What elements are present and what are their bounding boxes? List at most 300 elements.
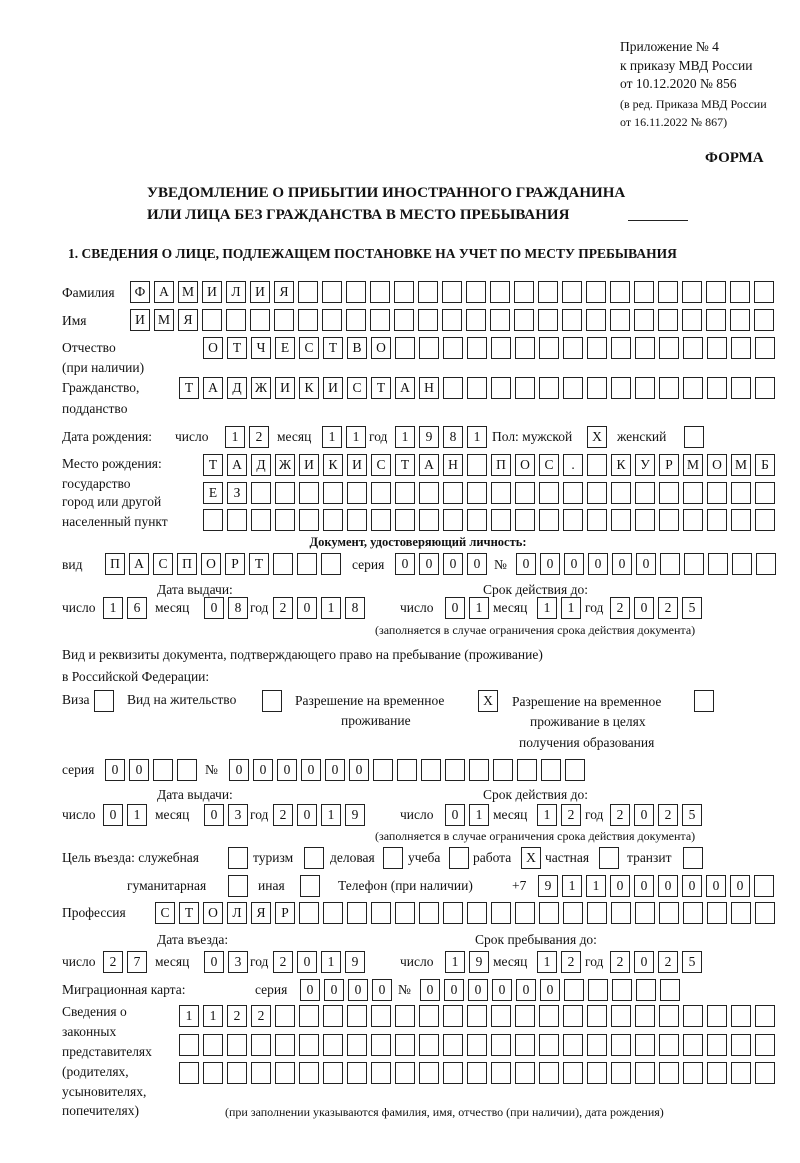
char-box[interactable]: 0 <box>204 804 224 826</box>
char-box[interactable]: Е <box>203 482 223 504</box>
char-box[interactable]: 1 <box>469 597 489 619</box>
char-box[interactable] <box>443 509 463 531</box>
char-box[interactable]: 0 <box>612 553 632 575</box>
char-box[interactable] <box>262 690 282 712</box>
char-box[interactable]: Р <box>659 454 679 476</box>
purpose-other-checkbox[interactable] <box>300 875 320 897</box>
char-box[interactable] <box>563 1062 583 1084</box>
char-box[interactable] <box>636 979 656 1001</box>
char-box[interactable]: К <box>323 454 343 476</box>
char-box[interactable]: 0 <box>324 979 344 1001</box>
char-box[interactable] <box>539 337 559 359</box>
char-box[interactable] <box>562 309 582 331</box>
char-box[interactable] <box>298 309 318 331</box>
char-box[interactable] <box>153 759 173 781</box>
char-box[interactable] <box>202 309 222 331</box>
char-box[interactable]: М <box>683 454 703 476</box>
char-box[interactable] <box>635 1034 655 1056</box>
char-box[interactable] <box>755 1005 775 1027</box>
stay-issue-month-field[interactable] <box>204 804 248 826</box>
char-box[interactable]: 0 <box>468 979 488 1001</box>
char-box[interactable]: 0 <box>372 979 392 1001</box>
char-box[interactable] <box>515 1034 535 1056</box>
char-box[interactable] <box>515 902 535 924</box>
char-box[interactable] <box>418 309 438 331</box>
char-box[interactable]: И <box>299 454 319 476</box>
purpose-official-checkbox[interactable] <box>228 847 248 869</box>
id-series-field[interactable] <box>395 553 487 575</box>
char-box[interactable]: 0 <box>634 597 654 619</box>
char-box[interactable] <box>323 1034 343 1056</box>
entry-year-field[interactable] <box>273 951 365 973</box>
char-box[interactable] <box>421 759 441 781</box>
char-box[interactable]: 0 <box>204 597 224 619</box>
char-box[interactable] <box>683 337 703 359</box>
name-field[interactable] <box>130 309 774 331</box>
char-box[interactable] <box>419 1034 439 1056</box>
char-box[interactable]: О <box>371 337 391 359</box>
char-box[interactable] <box>635 902 655 924</box>
char-box[interactable] <box>659 1034 679 1056</box>
char-box[interactable]: 1 <box>103 597 123 619</box>
char-box[interactable]: 2 <box>227 1005 247 1027</box>
char-box[interactable]: А <box>154 281 174 303</box>
char-box[interactable]: 0 <box>706 875 726 897</box>
char-box[interactable] <box>347 509 367 531</box>
char-box[interactable] <box>755 1062 775 1084</box>
char-box[interactable] <box>659 509 679 531</box>
char-box[interactable]: 2 <box>561 951 581 973</box>
char-box[interactable] <box>491 902 511 924</box>
char-box[interactable]: 0 <box>229 759 249 781</box>
char-box[interactable]: 1 <box>127 804 147 826</box>
char-box[interactable]: М <box>731 454 751 476</box>
char-box[interactable] <box>539 1005 559 1027</box>
char-box[interactable]: 2 <box>658 597 678 619</box>
char-box[interactable]: 1 <box>445 951 465 973</box>
char-box[interactable] <box>610 281 630 303</box>
char-box[interactable] <box>300 875 320 897</box>
char-box[interactable] <box>564 979 584 1001</box>
char-box[interactable] <box>490 309 510 331</box>
char-box[interactable]: В <box>347 337 367 359</box>
id-number-field[interactable] <box>516 553 776 575</box>
char-box[interactable]: П <box>105 553 125 575</box>
char-box[interactable] <box>322 281 342 303</box>
phone-field[interactable] <box>538 875 774 897</box>
char-box[interactable] <box>299 1005 319 1027</box>
char-box[interactable] <box>541 759 561 781</box>
char-box[interactable] <box>684 426 704 448</box>
char-box[interactable]: 8 <box>228 597 248 619</box>
char-box[interactable] <box>707 1005 727 1027</box>
char-box[interactable] <box>491 1005 511 1027</box>
char-box[interactable] <box>299 482 319 504</box>
char-box[interactable] <box>371 902 391 924</box>
char-box[interactable] <box>250 309 270 331</box>
char-box[interactable]: А <box>129 553 149 575</box>
stay-valid-month-field[interactable] <box>537 804 581 826</box>
char-box[interactable]: 2 <box>610 951 630 973</box>
char-box[interactable]: 0 <box>540 553 560 575</box>
id-kind-field[interactable] <box>105 553 341 575</box>
char-box[interactable] <box>179 1062 199 1084</box>
char-box[interactable] <box>659 1005 679 1027</box>
stay-until-day-field[interactable] <box>445 951 489 973</box>
char-box[interactable] <box>731 902 751 924</box>
char-box[interactable] <box>514 309 534 331</box>
char-box[interactable] <box>682 281 702 303</box>
char-box[interactable]: 7 <box>127 951 147 973</box>
char-box[interactable] <box>371 509 391 531</box>
char-box[interactable]: 0 <box>419 553 439 575</box>
char-box[interactable] <box>706 309 726 331</box>
char-box[interactable] <box>490 281 510 303</box>
char-box[interactable] <box>273 553 293 575</box>
char-box[interactable] <box>94 690 114 712</box>
char-box[interactable]: Н <box>419 377 439 399</box>
birth-place-row-1[interactable] <box>203 454 775 476</box>
char-box[interactable] <box>466 281 486 303</box>
char-box[interactable] <box>373 759 393 781</box>
birth-year-field[interactable] <box>395 426 487 448</box>
char-box[interactable] <box>659 337 679 359</box>
char-box[interactable] <box>491 337 511 359</box>
citizenship-field[interactable] <box>179 377 775 399</box>
char-box[interactable]: О <box>203 902 223 924</box>
char-box[interactable]: Т <box>249 553 269 575</box>
char-box[interactable] <box>611 1062 631 1084</box>
char-box[interactable] <box>539 509 559 531</box>
char-box[interactable]: Т <box>203 454 223 476</box>
char-box[interactable] <box>611 337 631 359</box>
temp-permit-checkbox[interactable] <box>478 690 498 712</box>
char-box[interactable] <box>227 509 247 531</box>
char-box[interactable] <box>347 1034 367 1056</box>
char-box[interactable] <box>755 509 775 531</box>
char-box[interactable]: 0 <box>564 553 584 575</box>
birth-place-row-3[interactable] <box>203 509 775 531</box>
char-box[interactable]: Ч <box>251 337 271 359</box>
char-box[interactable] <box>275 482 295 504</box>
char-box[interactable] <box>611 377 631 399</box>
char-box[interactable] <box>491 482 511 504</box>
char-box[interactable] <box>731 509 751 531</box>
char-box[interactable]: 0 <box>588 553 608 575</box>
char-box[interactable] <box>299 509 319 531</box>
char-box[interactable] <box>203 1062 223 1084</box>
reps-row-3[interactable] <box>179 1062 775 1084</box>
char-box[interactable]: 0 <box>277 759 297 781</box>
char-box[interactable] <box>226 309 246 331</box>
char-box[interactable]: Т <box>179 902 199 924</box>
stay-valid-year-field[interactable] <box>610 804 702 826</box>
char-box[interactable] <box>419 1062 439 1084</box>
char-box[interactable]: С <box>347 377 367 399</box>
char-box[interactable] <box>274 309 294 331</box>
char-box[interactable]: 9 <box>345 804 365 826</box>
char-box[interactable] <box>275 1062 295 1084</box>
char-box[interactable] <box>539 482 559 504</box>
char-box[interactable]: И <box>202 281 222 303</box>
char-box[interactable]: З <box>227 482 247 504</box>
char-box[interactable] <box>587 1034 607 1056</box>
reps-row-1[interactable] <box>179 1005 775 1027</box>
char-box[interactable] <box>395 337 415 359</box>
char-box[interactable]: Т <box>179 377 199 399</box>
char-box[interactable] <box>228 847 248 869</box>
char-box[interactable] <box>682 309 702 331</box>
char-box[interactable] <box>539 902 559 924</box>
char-box[interactable]: Е <box>275 337 295 359</box>
char-box[interactable] <box>707 509 727 531</box>
char-box[interactable]: 9 <box>345 951 365 973</box>
char-box[interactable] <box>299 902 319 924</box>
entry-month-field[interactable] <box>204 951 248 973</box>
char-box[interactable] <box>397 759 417 781</box>
char-box[interactable] <box>251 482 271 504</box>
char-box[interactable] <box>731 482 751 504</box>
id-valid-year-field[interactable] <box>610 597 702 619</box>
char-box[interactable] <box>683 509 703 531</box>
char-box[interactable]: С <box>299 337 319 359</box>
entry-day-field[interactable] <box>103 951 147 973</box>
char-box[interactable]: М <box>154 309 174 331</box>
char-box[interactable] <box>730 281 750 303</box>
char-box[interactable]: 2 <box>561 804 581 826</box>
char-box[interactable]: К <box>299 377 319 399</box>
char-box[interactable] <box>467 1005 487 1027</box>
char-box[interactable]: 0 <box>103 804 123 826</box>
char-box[interactable] <box>683 1005 703 1027</box>
char-box[interactable]: Т <box>395 454 415 476</box>
char-box[interactable]: 2 <box>273 804 293 826</box>
char-box[interactable] <box>684 553 704 575</box>
char-box[interactable]: 2 <box>610 804 630 826</box>
char-box[interactable]: Ж <box>251 377 271 399</box>
profession-field[interactable] <box>155 902 775 924</box>
stay-until-year-field[interactable] <box>610 951 702 973</box>
stay-issue-day-field[interactable] <box>103 804 147 826</box>
char-box[interactable] <box>612 979 632 1001</box>
char-box[interactable]: Л <box>227 902 247 924</box>
char-box[interactable]: 0 <box>467 553 487 575</box>
edu-permit-checkbox[interactable] <box>694 690 714 712</box>
char-box[interactable] <box>371 1062 391 1084</box>
char-box[interactable] <box>419 482 439 504</box>
char-box[interactable] <box>660 979 680 1001</box>
char-box[interactable] <box>587 1005 607 1027</box>
char-box[interactable] <box>706 281 726 303</box>
char-box[interactable] <box>707 337 727 359</box>
char-box[interactable] <box>683 1062 703 1084</box>
char-box[interactable] <box>442 281 462 303</box>
char-box[interactable] <box>467 482 487 504</box>
char-box[interactable]: 0 <box>325 759 345 781</box>
birth-month-field[interactable] <box>322 426 366 448</box>
char-box[interactable] <box>538 281 558 303</box>
char-box[interactable] <box>275 509 295 531</box>
char-box[interactable] <box>347 1005 367 1027</box>
char-box[interactable]: 1 <box>395 426 415 448</box>
char-box[interactable] <box>347 1062 367 1084</box>
char-box[interactable] <box>659 377 679 399</box>
char-box[interactable]: 8 <box>443 426 463 448</box>
char-box[interactable] <box>394 309 414 331</box>
char-box[interactable]: 5 <box>682 597 702 619</box>
char-box[interactable] <box>599 847 619 869</box>
char-box[interactable]: 0 <box>610 875 630 897</box>
char-box[interactable] <box>659 482 679 504</box>
char-box[interactable] <box>754 309 774 331</box>
char-box[interactable] <box>370 281 390 303</box>
char-box[interactable]: К <box>611 454 631 476</box>
char-box[interactable]: 1 <box>203 1005 223 1027</box>
char-box[interactable] <box>517 759 537 781</box>
char-box[interactable]: 0 <box>682 875 702 897</box>
char-box[interactable] <box>683 902 703 924</box>
char-box[interactable] <box>467 454 487 476</box>
char-box[interactable]: 1 <box>225 426 245 448</box>
char-box[interactable]: X <box>478 690 498 712</box>
char-box[interactable] <box>395 902 415 924</box>
char-box[interactable]: С <box>539 454 559 476</box>
char-box[interactable] <box>683 377 703 399</box>
char-box[interactable]: 9 <box>538 875 558 897</box>
char-box[interactable]: 2 <box>610 597 630 619</box>
purpose-transit-checkbox[interactable] <box>683 847 703 869</box>
id-issue-month-field[interactable] <box>204 597 248 619</box>
char-box[interactable] <box>755 482 775 504</box>
char-box[interactable] <box>321 553 341 575</box>
char-box[interactable] <box>443 1062 463 1084</box>
char-box[interactable] <box>493 759 513 781</box>
char-box[interactable]: Т <box>323 337 343 359</box>
char-box[interactable]: . <box>563 454 583 476</box>
id-issue-year-field[interactable] <box>273 597 365 619</box>
char-box[interactable] <box>563 509 583 531</box>
visa-checkbox[interactable] <box>94 690 114 712</box>
char-box[interactable] <box>611 1034 631 1056</box>
stay-valid-day-field[interactable] <box>445 804 489 826</box>
char-box[interactable] <box>443 1005 463 1027</box>
char-box[interactable]: И <box>250 281 270 303</box>
char-box[interactable] <box>587 1062 607 1084</box>
char-box[interactable]: 1 <box>537 804 557 826</box>
char-box[interactable] <box>515 337 535 359</box>
char-box[interactable] <box>227 1062 247 1084</box>
char-box[interactable] <box>587 482 607 504</box>
char-box[interactable]: 0 <box>297 951 317 973</box>
char-box[interactable]: 1 <box>322 426 342 448</box>
char-box[interactable] <box>514 281 534 303</box>
char-box[interactable]: 0 <box>634 804 654 826</box>
char-box[interactable] <box>539 1034 559 1056</box>
char-box[interactable] <box>275 1034 295 1056</box>
char-box[interactable] <box>587 337 607 359</box>
char-box[interactable] <box>587 509 607 531</box>
id-valid-month-field[interactable] <box>537 597 581 619</box>
purpose-humanitarian-checkbox[interactable] <box>228 875 248 897</box>
char-box[interactable]: 0 <box>253 759 273 781</box>
char-box[interactable]: 0 <box>297 804 317 826</box>
char-box[interactable] <box>491 509 511 531</box>
char-box[interactable]: 0 <box>300 979 320 1001</box>
char-box[interactable]: 2 <box>658 804 678 826</box>
char-box[interactable]: И <box>275 377 295 399</box>
char-box[interactable]: 9 <box>469 951 489 973</box>
char-box[interactable]: И <box>323 377 343 399</box>
char-box[interactable] <box>635 509 655 531</box>
surname-field[interactable] <box>130 281 774 303</box>
stay-until-month-field[interactable] <box>537 951 581 973</box>
char-box[interactable]: 0 <box>301 759 321 781</box>
char-box[interactable] <box>443 377 463 399</box>
char-box[interactable]: 0 <box>443 553 463 575</box>
char-box[interactable] <box>251 509 271 531</box>
char-box[interactable] <box>395 509 415 531</box>
char-box[interactable] <box>467 1034 487 1056</box>
char-box[interactable] <box>755 377 775 399</box>
patronymic-field[interactable] <box>203 337 775 359</box>
char-box[interactable] <box>539 377 559 399</box>
char-box[interactable]: 0 <box>634 875 654 897</box>
char-box[interactable]: X <box>521 847 541 869</box>
char-box[interactable]: 6 <box>127 597 147 619</box>
char-box[interactable] <box>565 759 585 781</box>
char-box[interactable] <box>395 1062 415 1084</box>
char-box[interactable] <box>707 1062 727 1084</box>
purpose-tourism-checkbox[interactable] <box>304 847 324 869</box>
char-box[interactable] <box>467 902 487 924</box>
char-box[interactable]: А <box>395 377 415 399</box>
char-box[interactable] <box>708 553 728 575</box>
char-box[interactable] <box>756 553 776 575</box>
char-box[interactable] <box>370 309 390 331</box>
char-box[interactable]: Ф <box>130 281 150 303</box>
char-box[interactable] <box>539 1062 559 1084</box>
char-box[interactable] <box>323 1062 343 1084</box>
purpose-study-checkbox[interactable] <box>449 847 469 869</box>
char-box[interactable] <box>304 847 324 869</box>
char-box[interactable]: 0 <box>658 875 678 897</box>
char-box[interactable] <box>491 377 511 399</box>
char-box[interactable]: П <box>177 553 197 575</box>
char-box[interactable]: 1 <box>537 597 557 619</box>
char-box[interactable]: О <box>203 337 223 359</box>
residence-checkbox[interactable] <box>262 690 282 712</box>
char-box[interactable]: 0 <box>444 979 464 1001</box>
char-box[interactable] <box>346 281 366 303</box>
char-box[interactable] <box>443 1034 463 1056</box>
char-box[interactable] <box>588 979 608 1001</box>
char-box[interactable] <box>298 281 318 303</box>
char-box[interactable] <box>347 902 367 924</box>
char-box[interactable] <box>322 309 342 331</box>
char-box[interactable]: А <box>227 454 247 476</box>
char-box[interactable]: 1 <box>469 804 489 826</box>
char-box[interactable] <box>707 482 727 504</box>
char-box[interactable] <box>419 509 439 531</box>
char-box[interactable]: 0 <box>297 597 317 619</box>
char-box[interactable] <box>586 281 606 303</box>
char-box[interactable]: 1 <box>321 597 341 619</box>
id-valid-day-field[interactable] <box>445 597 489 619</box>
char-box[interactable] <box>275 1005 295 1027</box>
char-box[interactable]: Т <box>371 377 391 399</box>
char-box[interactable] <box>347 482 367 504</box>
char-box[interactable] <box>563 1034 583 1056</box>
